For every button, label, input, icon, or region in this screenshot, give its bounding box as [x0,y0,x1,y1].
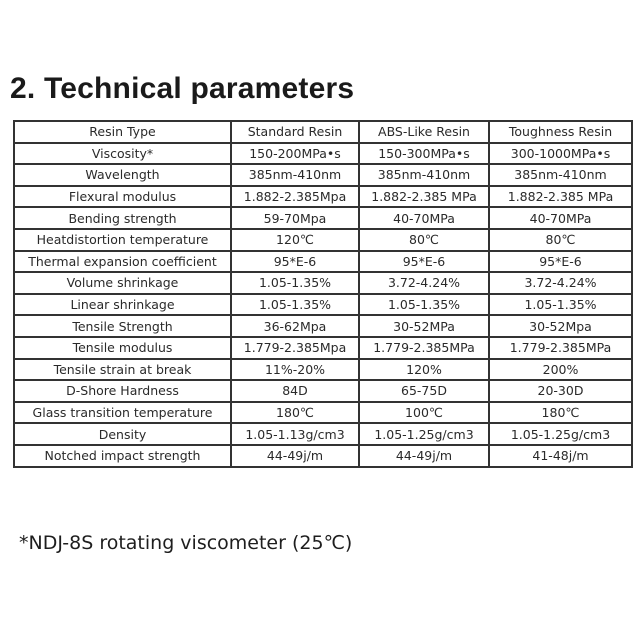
abs-like-resin-value: 100℃ [359,402,489,424]
standard-resin-value: 1.882-2.385Mpa [231,186,359,208]
header-abs-like-resin: ABS-Like Resin [359,121,489,143]
toughness-resin-value: 30-52Mpa [489,315,632,337]
standard-resin-value: 44-49j/m [231,445,359,467]
parameter-name: Volume shrinkage [14,272,231,294]
toughness-resin-value: 80℃ [489,229,632,251]
standard-resin-value: 1.05-1.35% [231,294,359,316]
parameter-name: Thermal expansion coefficient [14,251,231,273]
table-row [14,359,632,381]
abs-like-resin-value: 80℃ [359,229,489,251]
table-row [14,445,632,467]
table-row [14,423,632,445]
abs-like-resin-value: 120% [359,359,489,381]
parameter-name: Density [14,423,231,445]
toughness-resin-value: 40-70MPa [489,207,632,229]
section-heading: 2. Technical parameters [10,72,355,105]
parameter-name: Viscosity* [14,143,231,165]
standard-resin-value: 84D [231,380,359,402]
parameter-name: Flexural modulus [14,186,231,208]
toughness-resin-value: 300-1000MPa•s [489,143,632,165]
toughness-resin-value: 180℃ [489,402,632,424]
table-body [14,143,632,467]
standard-resin-value: 1.05-1.13g/cm3 [231,423,359,445]
header-standard-resin: Standard Resin [231,121,359,143]
table-row [14,207,632,229]
standard-resin-value: 36-62Mpa [231,315,359,337]
standard-resin-value: 120℃ [231,229,359,251]
abs-like-resin-value: 1.05-1.25g/cm3 [359,423,489,445]
parameter-name: D-Shore Hardness [14,380,231,402]
standard-resin-value: 1.05-1.35% [231,272,359,294]
table-row [14,251,632,273]
toughness-resin-value: 1.05-1.35% [489,294,632,316]
table-row [14,337,632,359]
parameter-name: Linear shrinkage [14,294,231,316]
parameter-name: Tensile Strength [14,315,231,337]
standard-resin-value: 180℃ [231,402,359,424]
standard-resin-value: 95*E-6 [231,251,359,273]
abs-like-resin-value: 30-52MPa [359,315,489,337]
table-row [14,143,632,165]
parameter-name: Notched impact strength [14,445,231,467]
standard-resin-value: 150-200MPa•s [231,143,359,165]
abs-like-resin-value: 40-70MPa [359,207,489,229]
standard-resin-value: 59-70Mpa [231,207,359,229]
parameter-name: Tensile strain at break [14,359,231,381]
toughness-resin-value: 1.882-2.385 MPa [489,186,632,208]
table-row [14,315,632,337]
parameter-name: Glass transition temperature [14,402,231,424]
technical-parameters-table [13,120,633,468]
abs-like-resin-value: 44-49j/m [359,445,489,467]
header-resin-type: Resin Type [14,121,231,143]
parameter-name: Tensile modulus [14,337,231,359]
table-row [14,380,632,402]
abs-like-resin-value: 150-300MPa•s [359,143,489,165]
table-row [14,294,632,316]
toughness-resin-value: 385nm-410nm [489,164,632,186]
abs-like-resin-value: 1.779-2.385MPa [359,337,489,359]
standard-resin-value: 1.779-2.385Mpa [231,337,359,359]
table-row [14,402,632,424]
header-toughness-resin: Toughness Resin [489,121,632,143]
toughness-resin-value: 20-30D [489,380,632,402]
abs-like-resin-value: 65-75D [359,380,489,402]
abs-like-resin-value: 1.05-1.35% [359,294,489,316]
abs-like-resin-value: 95*E-6 [359,251,489,273]
standard-resin-value: 385nm-410nm [231,164,359,186]
parameter-name: Bending strength [14,207,231,229]
abs-like-resin-value: 385nm-410nm [359,164,489,186]
table-row [14,229,632,251]
table-row [14,272,632,294]
toughness-resin-value: 1.779-2.385MPa [489,337,632,359]
toughness-resin-value: 3.72-4.24% [489,272,632,294]
abs-like-resin-value: 1.882-2.385 MPa [359,186,489,208]
footnote: *NDJ-8S rotating viscometer (25℃) [19,532,353,554]
table-row [14,164,632,186]
table-row [14,186,632,208]
toughness-resin-value: 200% [489,359,632,381]
abs-like-resin-value: 3.72-4.24% [359,272,489,294]
parameter-name: Heatdistortion temperature [14,229,231,251]
parameter-name: Wavelength [14,164,231,186]
table-header-row [14,121,632,143]
toughness-resin-value: 1.05-1.25g/cm3 [489,423,632,445]
toughness-resin-value: 41-48j/m [489,445,632,467]
toughness-resin-value: 95*E-6 [489,251,632,273]
standard-resin-value: 11%-20% [231,359,359,381]
